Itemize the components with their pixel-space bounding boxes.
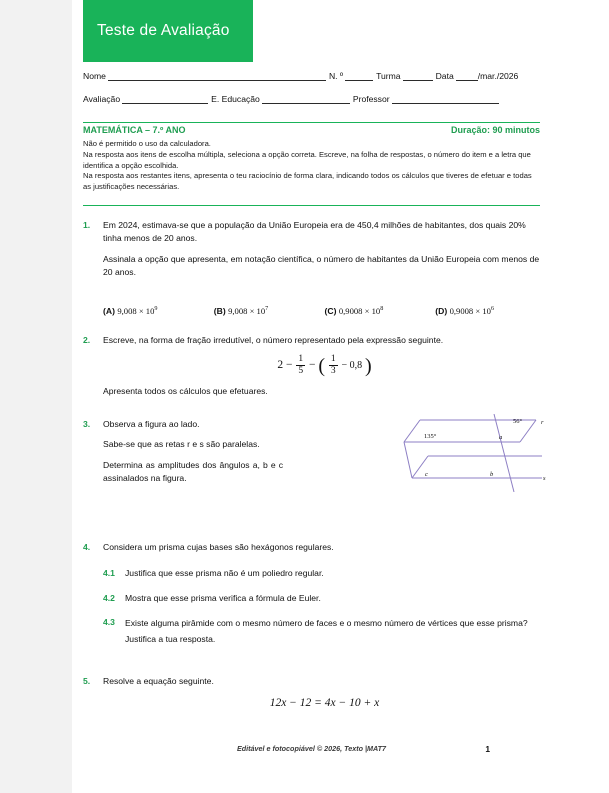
date-value: /mar./2026 xyxy=(477,71,519,81)
angle-label-56: 56° xyxy=(513,418,523,425)
subitem-4-1-text: Justifica que esse prisma não é um poliedro regular. xyxy=(125,568,324,579)
class-label: Turma xyxy=(376,71,401,81)
question-3 xyxy=(83,418,383,485)
duration-label: Duração: 90 minutos xyxy=(450,125,540,135)
question-5-body xyxy=(103,675,546,713)
evaluation-field[interactable] xyxy=(122,94,208,104)
guardian-label: E. Educação xyxy=(211,94,260,104)
evaluation-label: Avaliação xyxy=(83,94,121,104)
fraction-one-third xyxy=(329,354,338,377)
divider-top xyxy=(83,122,540,123)
question-1-paragraph-2: Assinala a opção que apresenta, em notação científica, o número de habitantes da União Europeia com menos de 20 anos. xyxy=(103,253,540,277)
question-1-body xyxy=(103,219,546,279)
angle-label-b: b xyxy=(490,471,494,478)
question-3-body xyxy=(103,418,383,485)
question-1-number: 1. xyxy=(83,220,91,230)
option-c-exponent: 8 xyxy=(380,305,384,312)
expression-lead: 2 − xyxy=(277,359,293,372)
figure-svg xyxy=(402,414,552,492)
instructions-block xyxy=(83,139,540,193)
subitem-4-2-text: Mostra que esse prisma verifica a fórmula de Euler. xyxy=(125,592,321,603)
subitem-4-2-number: 4.2 xyxy=(103,592,115,603)
question-3-number: 3. xyxy=(83,419,91,429)
question-5-paragraph-1: Resolve a equação seguinte. xyxy=(103,676,214,686)
subject-label: MATEMÁTICA – 7.º ANO xyxy=(83,125,186,135)
test-title: Teste de Avaliação xyxy=(97,22,230,39)
subitem-4-1-number: 4.1 xyxy=(103,568,115,579)
left-parenthesis: ( xyxy=(318,354,325,377)
question-4-subitems xyxy=(103,567,546,647)
question-1-paragraph-1: Em 2024, estimava-se que a população da União Europeia era de 450,4 milhões de habitantes, dos quais 20% tinha menos de 20 anos. xyxy=(103,220,526,244)
angle-label-a: a xyxy=(499,434,503,441)
identification-row-2 xyxy=(83,87,540,104)
question-4-number: 4. xyxy=(83,542,91,552)
question-4 xyxy=(83,541,546,659)
option-d-value: 0,9008 × 10 xyxy=(449,305,491,316)
identification-row-1 xyxy=(83,64,540,81)
subitem-4-3-number: 4.3 xyxy=(103,616,115,627)
subitem-4-3-text: Existe alguma pirâmide com o mesmo número de faces e o mesmo número de vértices que esse prisma? Justifica a tua resposta. xyxy=(125,617,528,644)
transversal xyxy=(494,414,514,492)
date-field[interactable] xyxy=(456,71,478,81)
page-margin-left xyxy=(0,0,73,793)
option-a[interactable] xyxy=(103,304,214,318)
option-b-exponent: 7 xyxy=(265,305,269,312)
question-2-body xyxy=(103,334,546,398)
instruction-line-1: Não é permitido o uso da calculadora. xyxy=(83,139,211,148)
options-row xyxy=(103,304,546,318)
question-2-number: 2. xyxy=(83,335,91,345)
test-title-banner xyxy=(83,0,253,62)
right-slant-top xyxy=(520,420,536,442)
option-d[interactable] xyxy=(435,304,546,318)
expression-tail: − 0,8 xyxy=(341,360,363,372)
fraction-one-third-denominator: 3 xyxy=(330,366,336,377)
page-number: 1 xyxy=(485,743,490,754)
footer-text: Editável e fotocopiável © 2026, Texto | xyxy=(236,744,368,753)
instruction-line-2: Na resposta aos itens de escolha múltipla, seleciona a opção correta. Escreve, na folha de respostas, o número do item e a letra que identifica a opção escolhida. xyxy=(83,149,531,170)
expression-minus: − xyxy=(308,359,316,372)
date-label: Data xyxy=(435,71,454,81)
question-2-after: Apresenta todos os cálculos que efetuares. xyxy=(103,386,268,397)
fraction-one-third-numerator: 1 xyxy=(330,354,336,365)
angle-label-135: 135° xyxy=(424,433,437,440)
option-c-tag: (C) xyxy=(324,305,337,316)
option-b[interactable] xyxy=(214,304,325,318)
question-2-expression xyxy=(103,354,546,377)
test-sheet xyxy=(72,0,609,793)
number-field[interactable] xyxy=(345,71,373,81)
option-a-value: 9,008 × 10 xyxy=(117,305,155,316)
question-5-equation: 12x − 12 = 4x − 10 + x xyxy=(269,697,380,710)
question-5 xyxy=(83,675,546,721)
name-field[interactable] xyxy=(108,71,326,81)
option-d-exponent: 6 xyxy=(490,305,495,312)
guardian-field[interactable] xyxy=(262,94,350,104)
left-edge xyxy=(404,442,412,478)
parallel-lines-figure xyxy=(402,414,552,492)
class-field[interactable] xyxy=(403,71,433,81)
footer-product: MAT7 xyxy=(367,744,387,753)
subitem-4-1 xyxy=(103,567,546,580)
question-2 xyxy=(83,334,546,398)
divider-bottom xyxy=(83,205,540,206)
teacher-field[interactable] xyxy=(392,94,499,104)
question-3-paragraph-1: Observa a figura ao lado. xyxy=(103,419,200,429)
page-footer xyxy=(83,744,540,753)
option-c-value: 0,9008 × 10 xyxy=(338,305,381,316)
subitem-4-2 xyxy=(103,592,546,605)
question-2-paragraph-1: Escreve, na forma de fração irredutível, o número representado pela expressão seguinte. xyxy=(103,335,444,345)
name-label: Nome xyxy=(83,71,106,81)
question-3-paragraph-3: Determina as amplitudes dos ângulos a, b e c assinalados na figura. xyxy=(103,459,283,483)
line-label-r: r xyxy=(541,419,544,426)
option-c[interactable] xyxy=(325,304,436,318)
teacher-label: Professor xyxy=(352,94,390,104)
subject-row xyxy=(83,125,540,135)
question-5-number: 5. xyxy=(83,676,91,686)
fraction-one-fifth-denominator: 5 xyxy=(298,366,304,377)
option-d-tag: (D) xyxy=(435,305,448,316)
footer-copyright xyxy=(237,744,386,753)
number-label: N. º xyxy=(328,71,344,81)
line-label-s: s xyxy=(543,475,546,482)
right-parenthesis: ) xyxy=(365,354,372,377)
option-a-exponent: 9 xyxy=(154,305,158,312)
left-slant-top xyxy=(404,420,420,442)
subitem-4-3 xyxy=(103,616,546,648)
fraction-one-fifth-numerator: 1 xyxy=(298,354,304,365)
question-1-options xyxy=(83,302,546,318)
instruction-line-3: Na resposta aos restantes itens, apresenta o teu raciocínio de forma clara, indicando todos os cálculos que tiveres de efetuar e todas as justificações necessárias. xyxy=(83,171,532,192)
question-3-paragraph-2: Sabe-se que as retas r e s são paralelas. xyxy=(103,439,260,450)
option-a-tag: (A) xyxy=(103,305,115,316)
fraction-one-fifth xyxy=(296,354,305,377)
question-1 xyxy=(83,219,546,279)
angle-label-c: c xyxy=(425,471,428,478)
question-4-body xyxy=(103,541,546,554)
question-4-paragraph-1: Considera um prisma cujas bases são hexágonos regulares. xyxy=(103,542,334,552)
option-b-tag: (B) xyxy=(213,305,226,316)
option-b-value: 9,008 × 10 xyxy=(228,305,266,316)
identification-block xyxy=(83,64,540,104)
